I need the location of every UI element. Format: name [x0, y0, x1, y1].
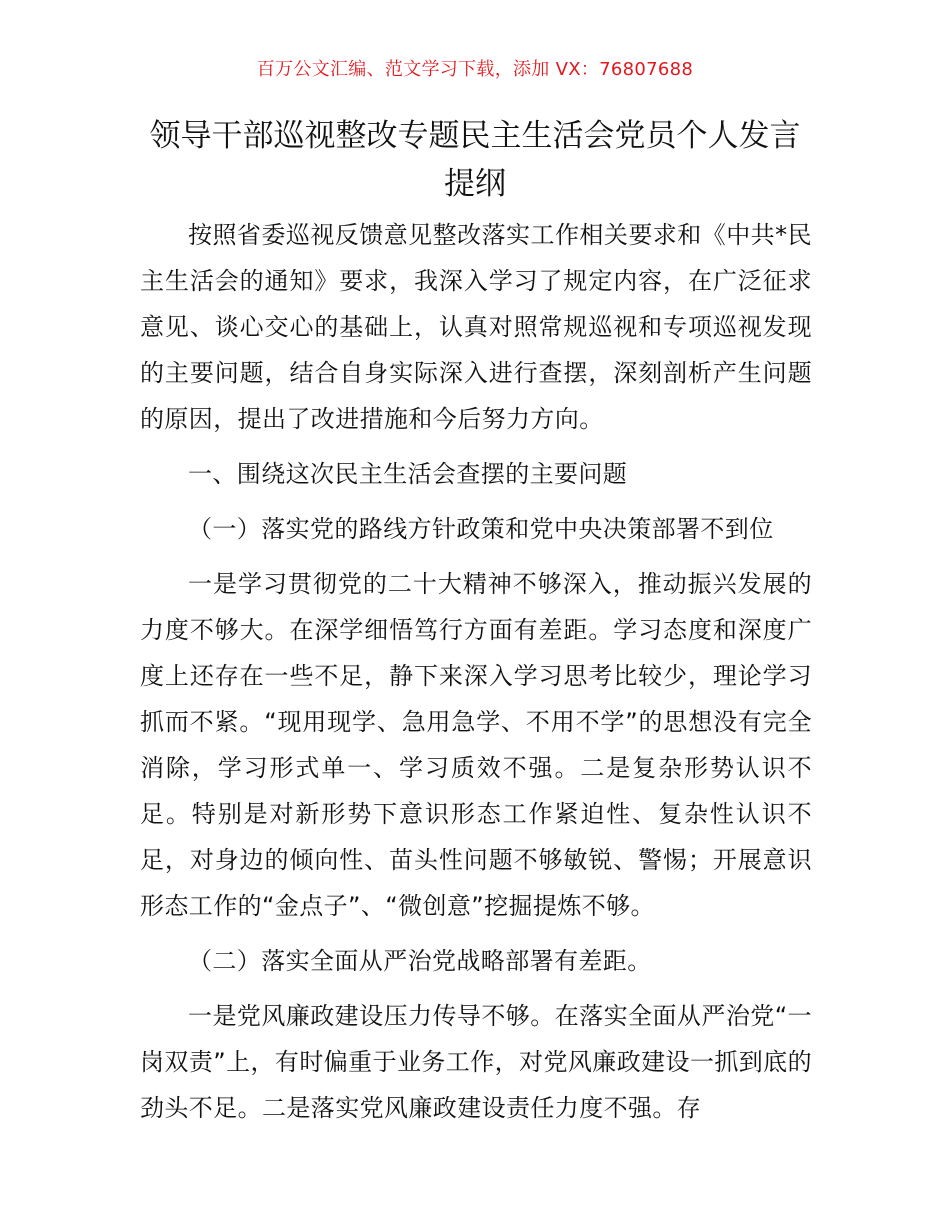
intro-paragraph: 按照省委巡视反馈意见整改落实工作相关要求和《中共*民主生活会的通知》要求，我深入学习了规定内容，在广泛征求意见、谈心交心的基础上，认真对照常规巡视和专项巡视发现的主要问题，结合自身实际深入进行查摆，深刻剖析产生问题的原因，提出了改进措施和今后努力方向。 [140, 221, 812, 433]
document-title: 领导干部巡视整改专题民主生活会党员个人发言提纲 [149, 118, 801, 202]
subsection-heading-1: （一）落实党的路线方针政策和党中央决策部署不到位 [188, 515, 774, 543]
section-heading-1: 一、围绕这次民主生活会查摆的主要问题 [188, 460, 628, 488]
subsection-body-1: 一是学习贯彻党的二十大精神不够深入，推动振兴发展的力度不够大。在深学细悟笃行方面有差距。学习态度和深度广度上还存在一些不足，静下来深入学习思考比较少，理论学习抓而不紧。“现用现学、急用急学、不用不学”的思想没有完全消除，学习形式单一、学习质效不强。二是复杂形势认识不足。特别是对新形势下意识形态工作紧迫性、复杂性认识不足，对身边的倾向性、苗头性问题不够敏锐、警惕；开展意识形态工作的“金点子”、“微创意”挖掘提炼不够。 [140, 570, 812, 920]
subsection-heading-2: （二）落实全面从严治党战略部署有差距。 [188, 947, 652, 975]
subsection-body-2: 一是党风廉政建设压力传导不够。在落实全面从严治党“一岗双责”上，有时偏重于业务工作，对党风廉政建设一抓到底的劲头不足。二是落实党风廉政建设责任力度不强。存 [140, 1002, 812, 1122]
document-body [140, 212, 812, 1140]
promo-banner: 百万公文汇编、范文学习下载，添加 VX：76807688 [256, 59, 694, 80]
